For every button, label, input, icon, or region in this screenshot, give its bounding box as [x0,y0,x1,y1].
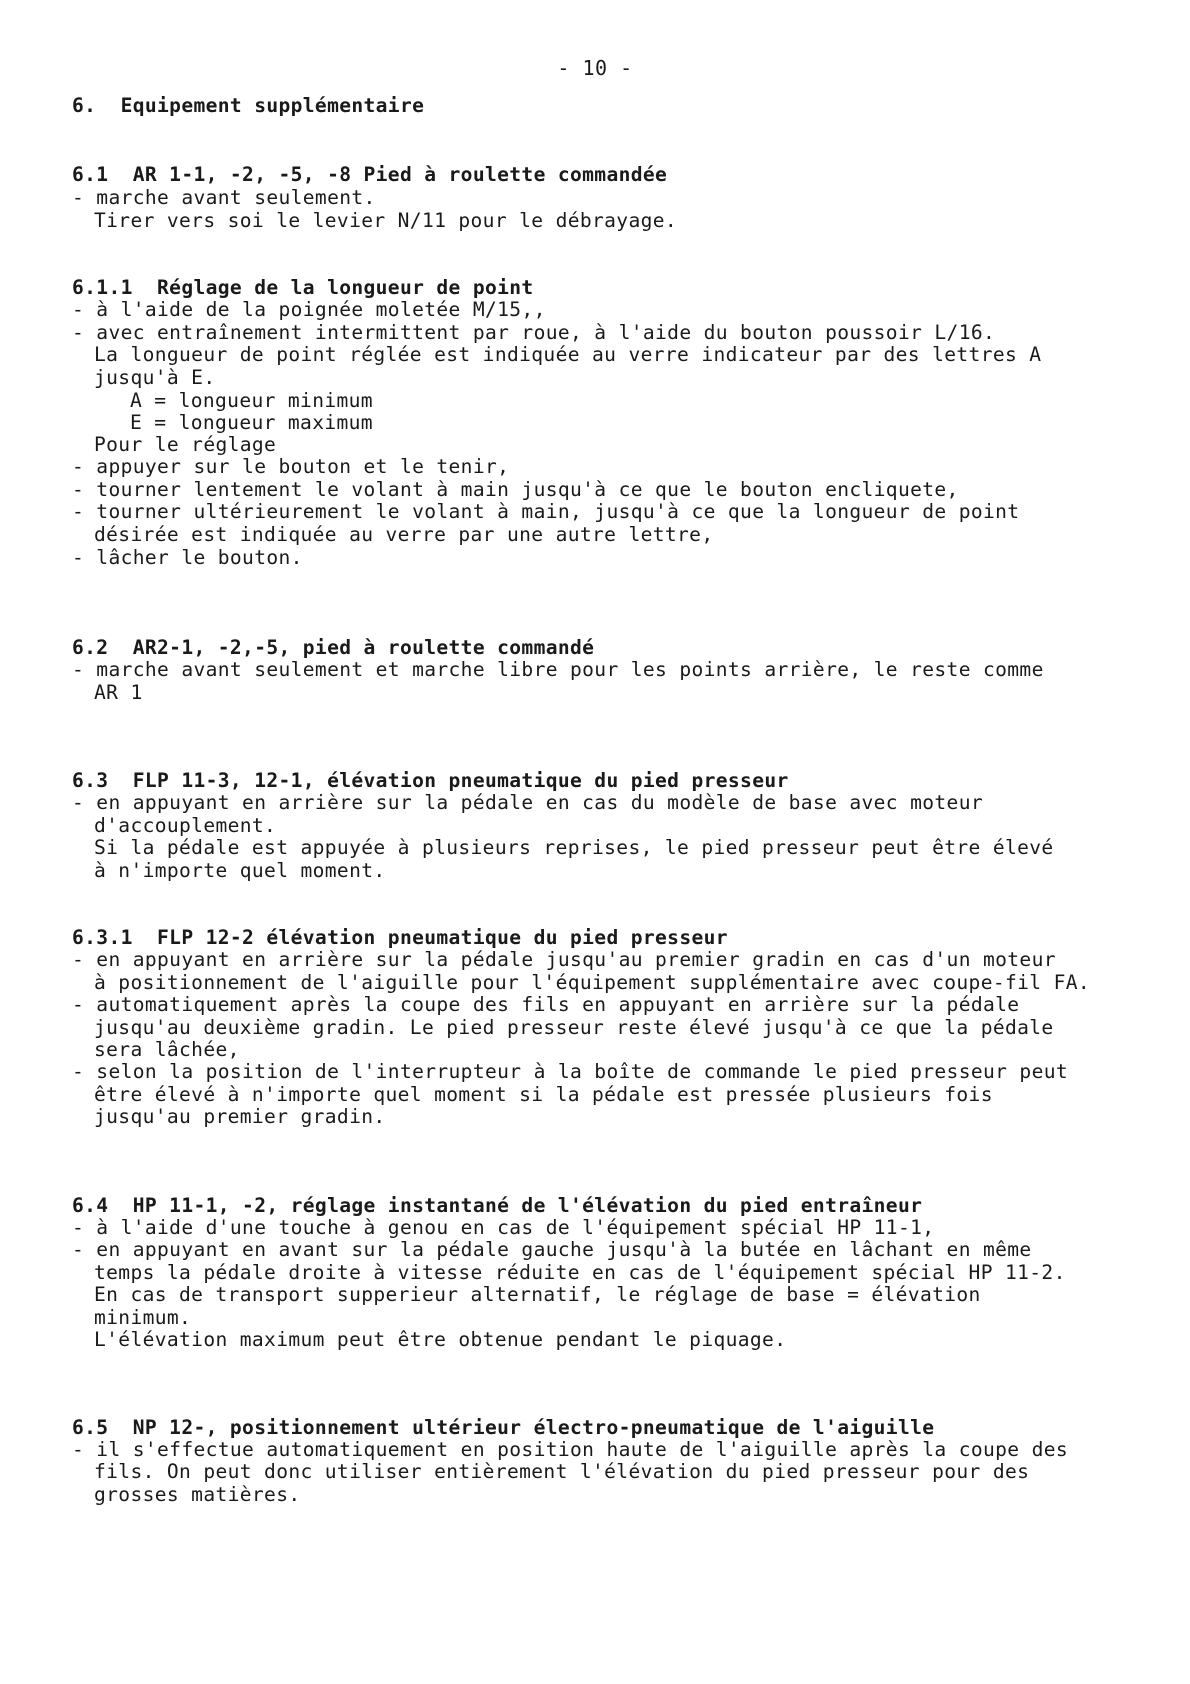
section-6-4-heading: 6.4 HP 11-1, -2, réglage instantané de l'élévation du pied entraîneur [72,1194,923,1217]
section-6-3-1-line: à positionnement de l'aiguille pour l'équipement supplémentaire avec coupe-fil FA. [94,971,1091,994]
section-6-1-line: - marche avant seulement. [72,186,376,209]
section-6-3-1-line: - automatiquement après la coupe des fils en appuyant en arrière sur la pédale [72,993,1020,1016]
section-6-1-1-line: - appuyer sur le bouton et le tenir, [72,455,510,478]
section-6-3-line: d'accouplement. [94,814,277,837]
section-6-1-1-line: La longueur de point réglée est indiquée au verre indicateur par des lettres A [94,343,1042,366]
section-6-3-1-line: sera lâchée, [94,1038,240,1061]
section-6-1-1-line: - tourner ultérieurement le volant à main, jusqu'à ce que la longueur de point [72,500,1020,523]
section-6-3-1-line: - en appuyant en arrière sur la pédale jusqu'au premier gradin en cas d'un moteur [72,948,1056,971]
section-6-1-1-line: Pour le réglage [94,433,277,456]
section-6-3-heading: 6.3 FLP 11-3, 12-1, élévation pneumatique du pied presseur [72,769,789,792]
section-6-2-heading: 6.2 AR2-1, -2,-5, pied à roulette commandé [72,636,595,659]
section-6-1-1-line: - lâcher le bouton. [72,546,303,569]
section-6-1-1-line: - avec entraînement intermittent par roue, à l'aide du bouton poussoir L/16. [72,321,996,344]
section-6-1-heading: 6.1 AR 1-1, -2, -5, -8 Pied à roulette commandée [72,163,668,186]
section-6-3-line: Si la pédale est appuyée à plusieurs reprises, le pied presseur peut être élevé [94,836,1054,859]
section-6-1-1-line: - tourner lentement le volant à main jusqu'à ce que le bouton encliquete, [72,478,959,501]
section-6-1-1-heading: 6.1.1 Réglage de la longueur de point [72,276,534,299]
section-6-2-line: AR 1 [94,681,143,704]
section-6-1-1-line: désirée est indiquée au verre par une autre lettre, [94,523,714,546]
section-6-heading: 6. Equipement supplémentaire [72,94,425,117]
section-6-3-1-line: être élevé à n'importe quel moment si la pédale est pressée plusieurs fois [94,1083,993,1106]
section-6-1-line: Tirer vers soi le levier N/11 pour le débrayage. [94,209,678,232]
section-6-5-heading: 6.5 NP 12-, positionnement ultérieur électro-pneumatique de l'aiguille [72,1416,935,1439]
section-6-1-1-line: - à l'aide de la poignée moletée M/15,, [72,298,546,321]
section-6-3-line: - en appuyant en arrière sur la pédale en cas du modèle de base avec moteur [72,791,983,814]
section-6-2-line: - marche avant seulement et marche libre pour les points arrière, le reste comme [72,658,1044,681]
page-number: - 10 - [557,56,633,80]
section-6-3-1-line: jusqu'au premier gradin. [94,1105,386,1128]
section-6-1-1-line: jusqu'à E. [94,366,216,389]
section-6-4-line: temps la pédale droite à vitesse réduite en cas de l'équipement spécial HP 11-2. [94,1261,1066,1284]
section-6-4-line: - en appuyant en avant sur la pédale gauche jusqu'à la butée en lâchant en même [72,1238,1032,1261]
section-6-3-1-line: jusqu'au deuxième gradin. Le pied presseur reste élevé jusqu'à ce que la pédale [94,1016,1054,1039]
section-6-3-line: à n'importe quel moment. [94,859,386,882]
section-6-5-line: - il s'effectue automatiquement en position haute de l'aiguille après la coupe des [72,1438,1069,1461]
section-6-4-line: L'élévation maximum peut être obtenue pendant le piquage. [94,1328,787,1351]
section-6-5-line: fils. On peut donc utiliser entièrement l'élévation du pied presseur pour des [94,1460,1030,1483]
section-6-4-line: minimum. [94,1306,192,1329]
section-6-3-1-heading: 6.3.1 FLP 12-2 élévation pneumatique du pied presseur [72,926,728,949]
section-6-4-line: - à l'aide d'une touche à genou en cas de l'équipement spécial HP 11-1, [72,1216,935,1239]
section-6-5-line: grosses matières. [94,1483,301,1506]
section-6-3-1-line: - selon la position de l'interrupteur à la boîte de commande le pied presseur peut [72,1060,1069,1083]
section-6-4-line: En cas de transport supperieur alternatif, le réglage de base = élévation [94,1283,981,1306]
section-6-1-1-line: E = longueur maximum [130,411,373,434]
section-6-1-1-line: A = longueur minimum [130,389,373,412]
